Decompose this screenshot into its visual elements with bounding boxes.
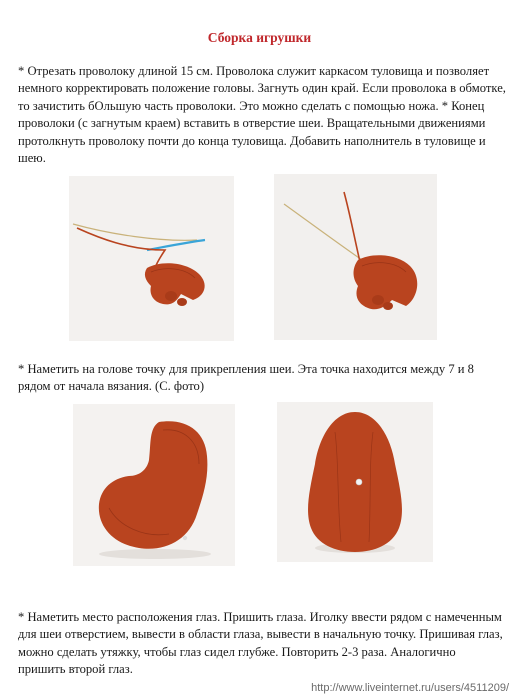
crochet-head <box>308 412 402 552</box>
photo-curved-body <box>73 404 235 566</box>
photo-body-with-blue-wire <box>69 176 234 341</box>
paragraph-eyes: * Наметить место расположения глаз. Пришить глаза. Иголку ввести рядом с намеченным для шеи отверстием, вывести в области глаза, вывести в начальную точку. Пришивая глаз, можно сделать утяжку, чтобы глаз сидел глубже. Повторить 2-3 раза. Аналогично пришить второй глаз. <box>18 610 503 677</box>
wire-yarn-strand <box>344 192 360 262</box>
watermark-url: http://www.liveinternet.ru/users/4511209/ <box>311 682 509 694</box>
page-title: Сборка игрушки <box>207 30 312 45</box>
photo-head-with-pin <box>277 402 433 562</box>
pin-marker <box>183 536 187 540</box>
wire-gold-strand <box>284 204 362 260</box>
paragraph-neck-point: * Наметить на голове точку для прикрепления шеи. Эта точка находится между 7 и 8 рядом от начала вязания. (С. фото) <box>18 362 474 394</box>
paragraph-wire-frame: * Отрезать проволоку длиной 15 см. Проволока служит каркасом туловища и позволяет немного корректировать положение головы. Загнуть один край. Если проволока в обмотке, то зачистить бОльшую часть проволоки. Это можно сделать с помощью ножа. * Конец проволоки (с загнутым краем) вставить в отверстие шеи. Вращательными движениями протолкнуть проволоку почти до конца туловища. Добавить наполнитель в туловище и шею. <box>18 64 506 166</box>
wire-blue-strand <box>147 240 205 250</box>
wire-gold-strand <box>73 224 197 240</box>
photo-body-with-gold-wire <box>274 174 437 340</box>
pin-marker <box>356 479 362 485</box>
